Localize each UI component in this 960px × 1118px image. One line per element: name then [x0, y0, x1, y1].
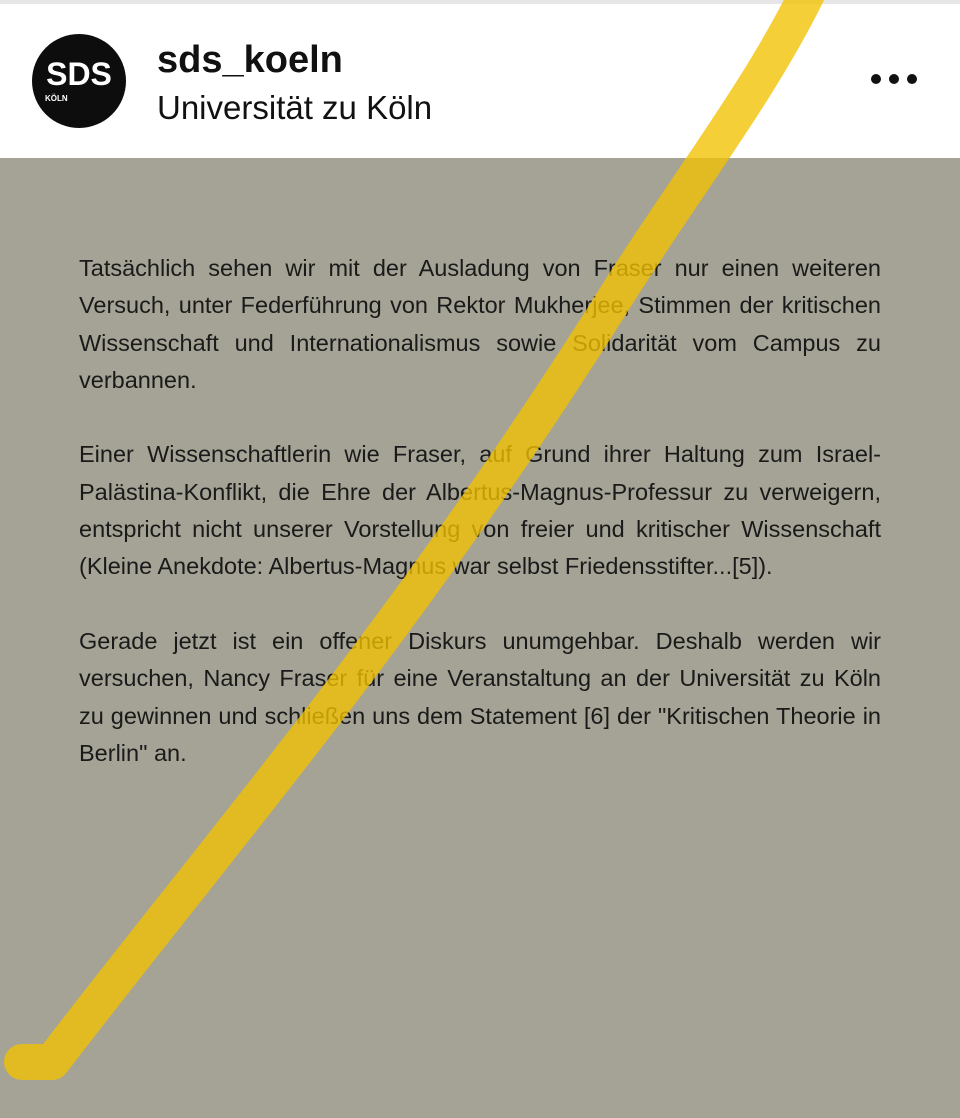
post-paragraph: Einer Wissenschaftlerin wie Fraser, auf Grund ihrer Haltung zum Israel-Palästina-Konflikt, die Ehre der Albertus-Magnus-Professur zu verweigern, entspricht nicht unserer Vorstellung von freier und kritischer Wissenschaft (Kleine Anekdote: Albertus-Magnus war selbst Friedensstifter...[5]). [79, 441, 881, 580]
avatar-logo-subtext: KÖLN [45, 94, 68, 103]
post-paragraph: Tatsächlich sehen wir mit der Ausladung von Fraser nur einen weiteren Versuch, unter Federführung von Rektor Mukherjee, Stimmen der kritischen Wissenschaft und Internationalismus sowie Solidarität vom Campus zu verbannen. [79, 255, 881, 393]
more-dot [871, 74, 881, 84]
location-tag[interactable]: Universität zu Köln [157, 89, 433, 126]
avatar-logo-text: SDS [46, 56, 112, 92]
post-text-body [79, 250, 881, 809]
more-options-button[interactable] [862, 60, 926, 100]
more-dot [889, 74, 899, 84]
username[interactable]: sds_koeln [157, 39, 343, 81]
more-dot [907, 74, 917, 84]
post-header [0, 4, 960, 158]
post-image[interactable] [0, 158, 960, 1118]
post-paragraph: Gerade jetzt ist ein offener Diskurs unumgehbar. Deshalb werden wir versuchen, Nancy Fraser für eine Veranstaltung an der Universität zu Köln zu gewinnen und schließen uns dem Statement [6] der "Kritischen Theorie in Berlin" an. [79, 627, 881, 766]
avatar[interactable] [32, 34, 126, 128]
